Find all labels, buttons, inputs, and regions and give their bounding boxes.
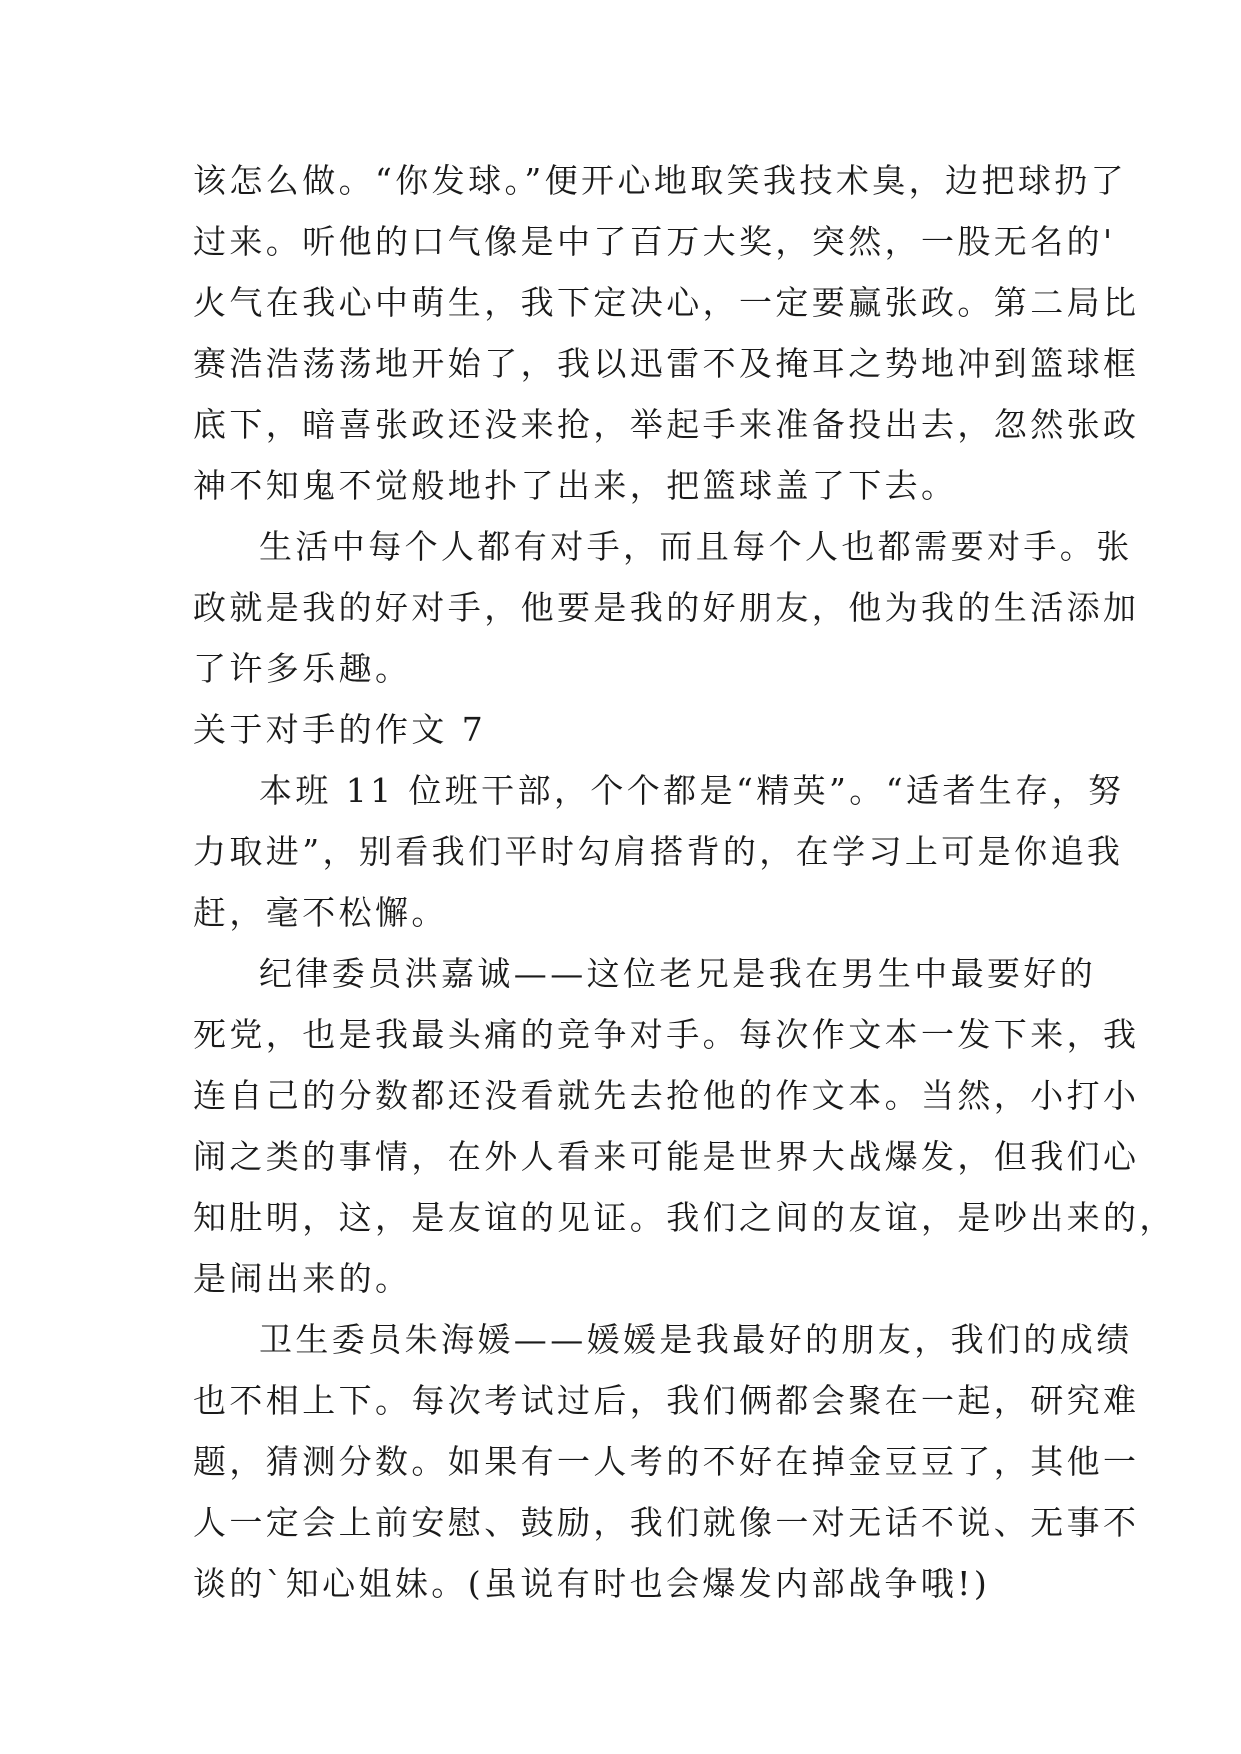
section-heading <box>193 699 1055 760</box>
text-line: 人一定会上前安慰、鼓励，我们就像一对无话不说、无事不 <box>193 1503 1140 1542</box>
text-line: 闹之类的事情，在外人看来可能是世界大战爆发，但我们心 <box>193 1137 1140 1176</box>
paragraph <box>193 516 1140 699</box>
text-line: 也不相上下。每次考试过后，我们俩都会聚在一起，研究难 <box>193 1381 1140 1420</box>
text-line: 卫生委员朱海媛——媛媛是我最好的朋友，我们的成绩 <box>259 1320 1133 1359</box>
paragraph <box>193 150 1140 516</box>
text-line: 神不知鬼不觉般地扑了出来，把篮球盖了下去。 <box>193 466 958 505</box>
text-line: 该怎么做。“你发球。”便开心地取笑我技术臭，边把球扔了 <box>193 161 1128 200</box>
text-line: 政就是我的好对手，他要是我的好朋友，他为我的生活添加 <box>193 588 1140 627</box>
text-line: 赶，毫不松懈。 <box>193 893 448 932</box>
text-line: 了许多乐趣。 <box>193 649 412 688</box>
text-line: 火气在我心中萌生，我下定决心，一定要赢张政。第二局比 <box>193 283 1140 322</box>
paragraph <box>193 760 1125 943</box>
document-body <box>193 150 1176 1614</box>
text-line: 生活中每个人都有对手，而且每个人也都需要对手。张 <box>259 527 1133 566</box>
heading-text: 关于对手的作文 7 <box>193 710 487 749</box>
paragraph <box>193 943 1176 1309</box>
text-line: 连自己的分数都还没看就先去抢他的作文本。当然，小打小 <box>193 1076 1140 1115</box>
text-line: 赛浩浩荡荡地开始了，我以迅雷不及掩耳之势地冲到篮球框 <box>193 344 1140 383</box>
text-line: 是闹出来的。 <box>193 1259 412 1298</box>
text-line: 底下，暗喜张政还没来抢，举起手来准备投出去，忽然张政 <box>193 405 1140 444</box>
text-line: 本班 11 位班干部，个个都是“精英”。“适者生存，努 <box>259 771 1125 810</box>
paragraph <box>193 1309 1140 1614</box>
text-line: 过来。听他的口气像是中了百万大奖，突然，一股无名的' <box>193 222 1116 261</box>
text-line: 死党，也是我最头痛的竞争对手。每次作文本一发下来，我 <box>193 1015 1140 1054</box>
text-line: 题，猜测分数。如果有一人考的不好在掉金豆豆了，其他一 <box>193 1442 1140 1481</box>
text-line: 知肚明，这，是友谊的见证。我们之间的友谊，是吵出来的， <box>193 1198 1176 1237</box>
text-line: 纪律委员洪嘉诚——这位老兄是我在男生中最要好的 <box>259 954 1097 993</box>
text-line: 谈的`知心姐妹。(虽说有时也会爆发内部战争哦!) <box>193 1564 991 1603</box>
text-line: 力取进”，别看我们平时勾肩搭背的，在学习上可是你追我 <box>193 832 1124 871</box>
